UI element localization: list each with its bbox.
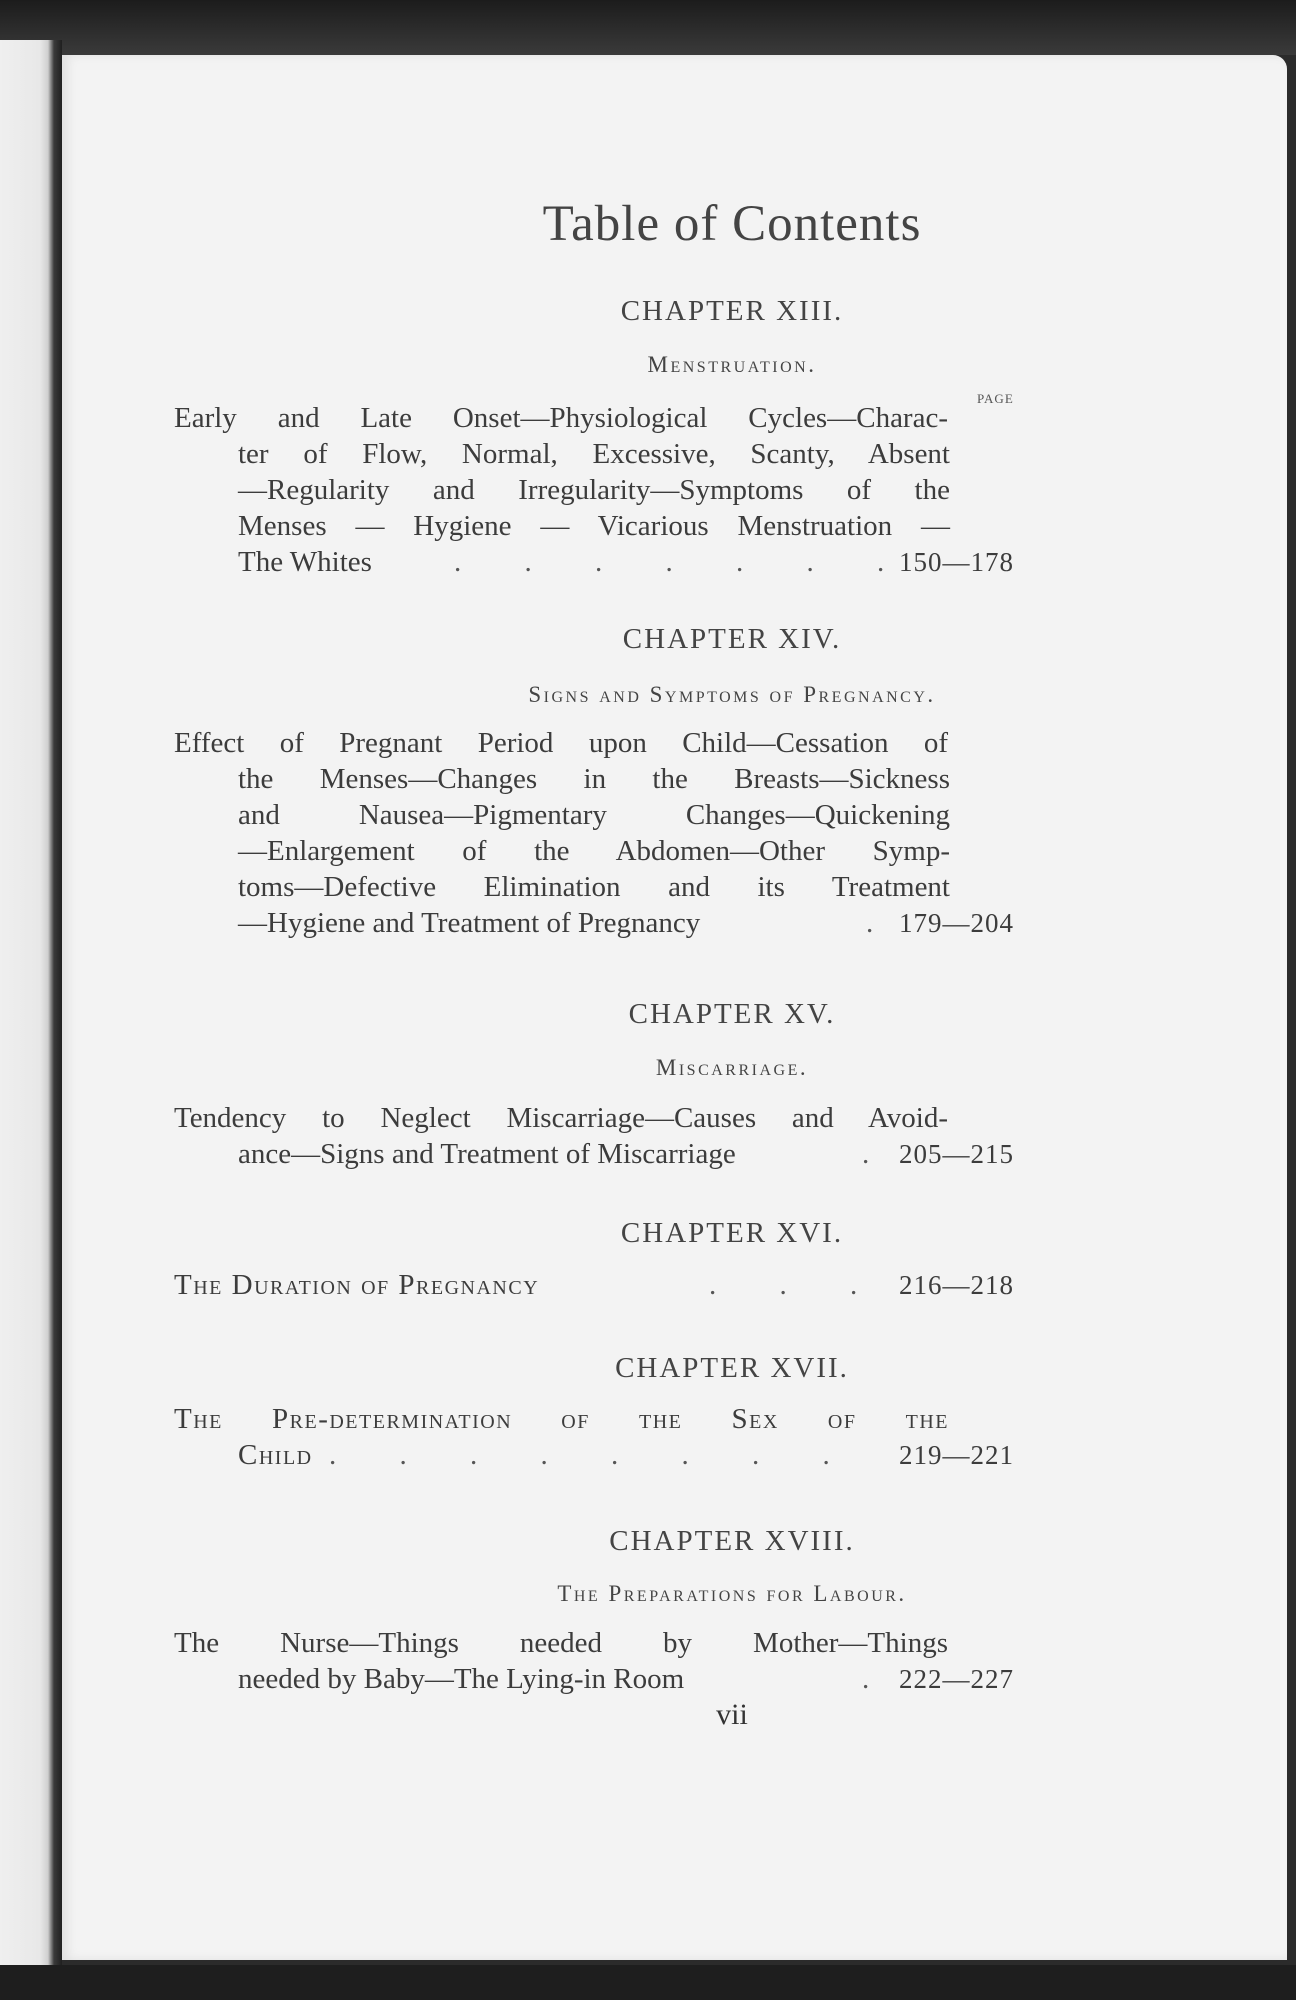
toc-entry-last-line [174,1267,1014,1303]
toc-entry-xviii[interactable] [174,1625,1014,1697]
toc-entry-xvi[interactable] [174,1267,1014,1303]
chapter-heading-xiv: CHAPTER XIV. [622,623,842,655]
toc-entry-last-line [174,905,1014,941]
page-range: 222—227 [899,1664,1014,1694]
page-number: vii [716,1698,748,1731]
toc-entry-last-line [174,1437,1014,1473]
dot-leader: . [862,1138,898,1170]
book-binding-edge [0,40,62,1980]
toc-entry-xvii[interactable] [174,1401,1014,1473]
toc-entry-xiii[interactable] [174,400,1014,580]
page-column-label: PAGE [977,391,1014,406]
toc-entry-line: Menses — Hygiene — Vicarious Menstruation — [238,510,950,542]
toc-entry-line: Tendency to Neglect Miscarriage—Causes and Avoid- [174,1102,948,1134]
toc-entry-line: Effect of Pregnant Period upon Child—Cessation of [174,727,948,759]
chapter-subtitle-xiii: Menstruation. [647,352,817,377]
toc-entry-xv[interactable] [174,1100,1014,1172]
toc-entry-line: —Regularity and Irregularity—Symptoms of the [238,474,950,506]
scan-bottom-edge [0,1965,1296,2000]
toc-entry-line: The Whites [238,546,372,578]
chapter-subtitle-xiv: Signs and Symptoms of Pregnancy. [528,682,936,707]
chapter-heading-xv: CHAPTER XV. [628,998,836,1030]
toc-entry-line: toms—Defective Elimination and its Treatment [238,871,950,903]
dot-leader: . . . . . . . [454,546,913,578]
toc-entry-line: The Pre-determination of the Sex of the [174,1403,949,1435]
chapter-subtitle-xv: Miscarriage. [655,1055,809,1080]
toc-entry-line: needed by Baby—The Lying-in Room [238,1663,685,1695]
dot-leader: . [862,1663,898,1695]
toc-entry-line: and Nausea—Pigmentary Changes—Quickening [238,799,950,831]
dot-leader: . . . [709,1269,886,1301]
toc-entry-last-line [174,1136,1014,1172]
dot-leader: . [866,907,902,939]
scan-top-edge [0,0,1296,55]
chapter-heading-xvii: CHAPTER XVII. [615,1352,849,1384]
page-range: 179—204 [899,908,1014,938]
toc-entry-line: —Hygiene and Treatment of Pregnancy [238,907,701,939]
chapter-subtitle-xviii: The Preparations for Labour. [557,1581,907,1606]
toc-entry-line: ance—Signs and Treatment of Miscarriage [238,1138,736,1170]
toc-entry-line: The Duration of Pregnancy [174,1269,540,1301]
page-range: 219—221 [899,1440,1014,1470]
chapter-heading-xvi: CHAPTER XVI. [620,1217,844,1249]
toc-entry-last-line [174,544,1014,580]
chapter-heading-xviii: CHAPTER XVIII. [609,1525,855,1557]
page-range: 150—178 [899,547,1014,577]
book-page [62,55,1287,1960]
chapter-heading-xiii: CHAPTER XIII. [620,295,844,327]
toc-entry-line: the Menses—Changes in the Breasts—Sickness [238,763,950,795]
toc-entry-line: Early and Late Onset—Physiological Cycles—Charac- [174,402,948,434]
page-range: 216—218 [899,1270,1014,1300]
page-range: 205—215 [899,1139,1014,1169]
toc-entry-xiv[interactable] [174,725,1014,941]
toc-entry-line: —Enlargement of the Abdomen—Other Symp- [238,835,950,867]
toc-entry-line: The Nurse—Things needed by Mother—Things [174,1627,948,1659]
toc-entry-last-line [174,1661,1014,1697]
dot-leader: . . . . . . . . [329,1439,858,1471]
toc-entry-line: Child [238,1439,313,1471]
toc-entry-line: ter of Flow, Normal, Excessive, Scanty, Absent [238,438,950,470]
page-title: Table of Contents [542,196,922,252]
